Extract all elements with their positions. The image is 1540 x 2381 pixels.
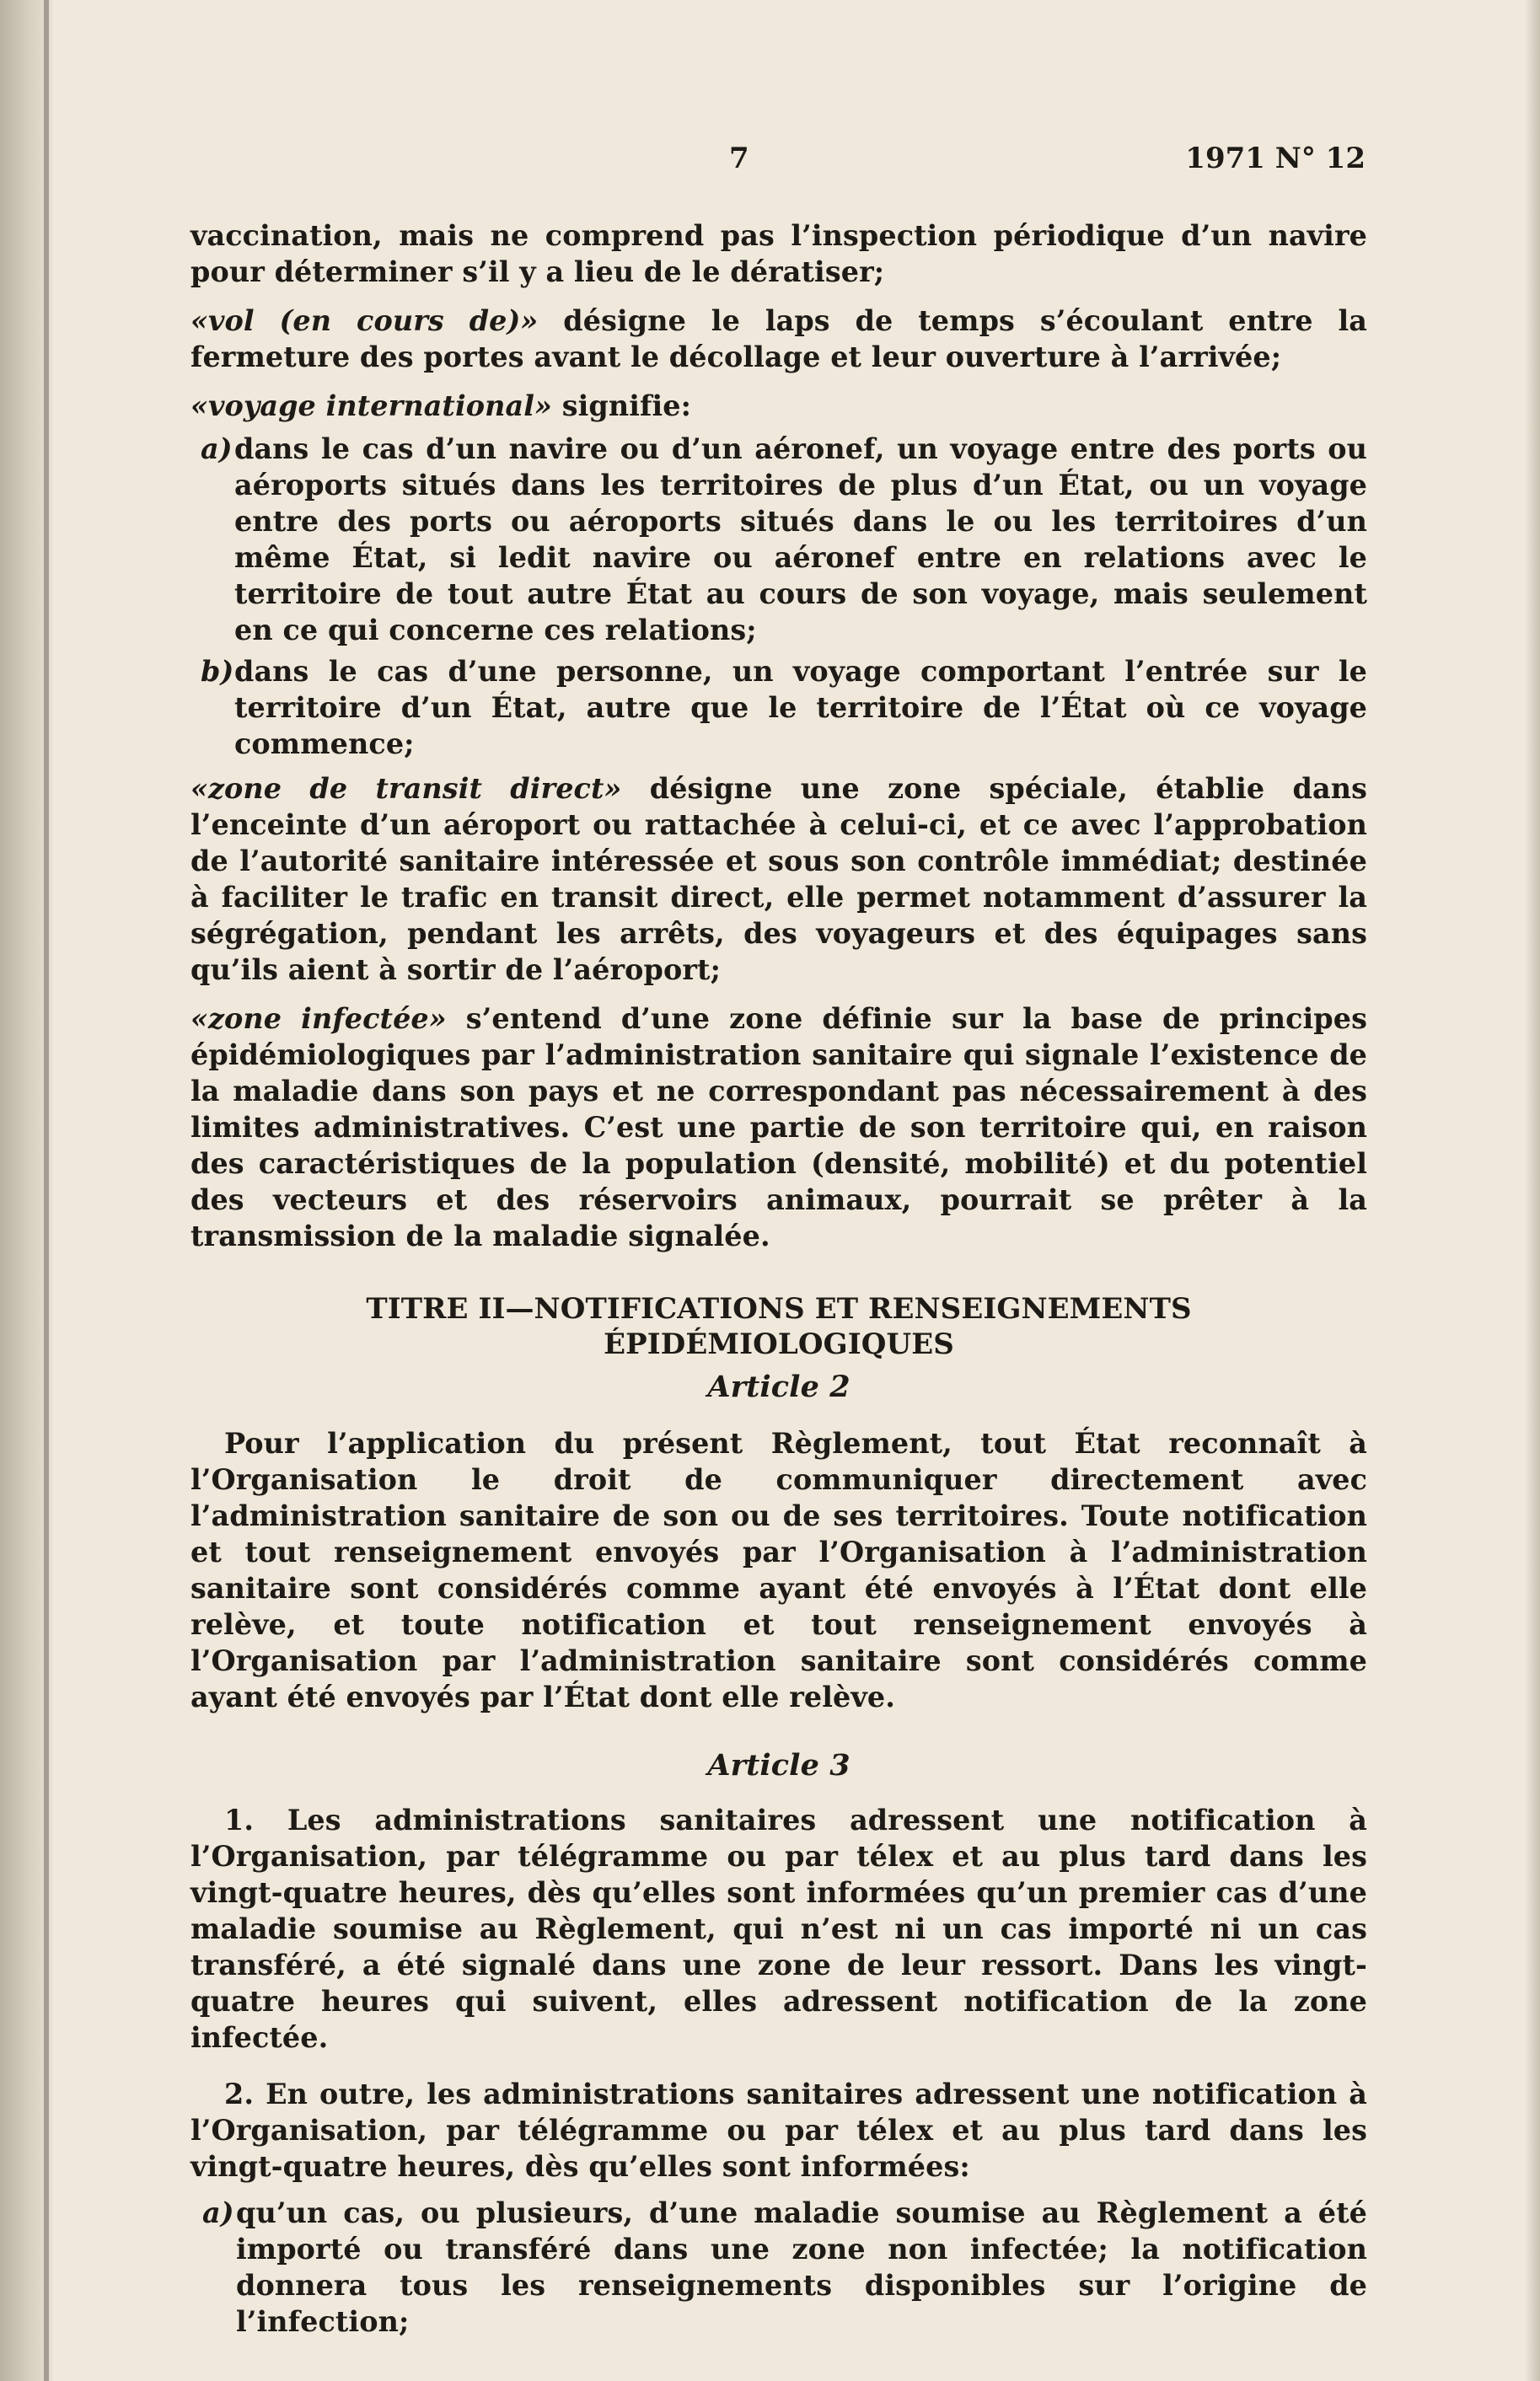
definition-text: s’entend d’une zone définie sur la base de principes épidémiologiques par l’administration sanitaire qui signale l’existence de la maladie dans son pays et ne correspondant pas nécessairement à des limites administratives. C’est une partie de son territoire qui, en raison des caractéristiques de la population (densité, mobilité) et du potentiel des vecteurs et des réservoirs animaux, pourrait se prêter à la transmission de la maladie signalée. bbox=[190, 1002, 1367, 1252]
definition-list bbox=[190, 431, 1367, 762]
article-2-text: Pour l’application du présent Règlement, tout État reconnaît à l’Organisation le droit de communiquer directement avec l’administration sanitaire de son ou de ses territoires. Toute notification et tout renseignement envoyés par l’Organisation à l’administration sanitaire sont considérés comme ayant été envoyés à l’État dont elle relève, et toute notification et tout renseignement envoyés à l’Organisation par l’administration sanitaire sont considérés comme ayant été envoyés par l’État dont elle relève. bbox=[190, 1427, 1367, 1713]
definition-zone-infectee bbox=[190, 1000, 1367, 1254]
paragraph-number: 1. bbox=[224, 1804, 255, 1837]
definition-continued bbox=[190, 217, 1367, 290]
list-item-text: qu’un cas, ou plusieurs, d’une maladie soumise au Règlement a été importé ou transféré dans une zone non infectée; la notification donnera tous les renseignements disponibles sur l’origine de l’infection; bbox=[236, 2196, 1367, 2338]
article-3-heading: Article 3 bbox=[707, 1748, 850, 1783]
article-3-list bbox=[190, 2195, 1367, 2340]
definition-voyage-international bbox=[190, 388, 1367, 424]
article-3-paragraph-2 bbox=[190, 2076, 1367, 2185]
paragraph-text: Les administrations sanitaires adressent une notification à l’Organisation, par télégramme ou par télex et au plus tard dans les vingt-quatre heures, dès qu’elles sont informées qu’un premier cas d’une maladie soumise au Règlement, qui n’est ni un cas importé ni un cas transféré, a été signalé dans une zone de leur ressort. Dans les vingt-quatre heures qui suivent, elles adressent notification de la zone infectée. bbox=[190, 1804, 1367, 2054]
definition-term: «vol (en cours de)» bbox=[190, 304, 539, 337]
definition-zone-transit bbox=[190, 770, 1367, 988]
definition-term: «zone infectée» bbox=[190, 1002, 447, 1035]
running-header bbox=[190, 142, 1366, 184]
definition-text: signifie: bbox=[551, 389, 692, 422]
page-number: 7 bbox=[729, 142, 749, 175]
definition-vol bbox=[190, 303, 1367, 375]
section-title-line: ÉPIDÉMIOLOGIQUES bbox=[604, 1327, 954, 1361]
definition-term: «zone de transit direct» bbox=[190, 772, 622, 805]
list-item: a) qu’un cas, ou plusieurs, d’une maladie soumise au Règlement a été importé ou transféré dans une zone non infectée; la notification donnera tous les renseignements disponibles sur l’origine de l’infection; bbox=[202, 2196, 1367, 2338]
article-2-heading: Article 2 bbox=[707, 1370, 850, 1404]
definition-text: vaccination, mais ne comprend pas l’inspection périodique d’un navire pour déterminer s’il y a lieu de le dératiser; bbox=[190, 219, 1367, 288]
definition-text: désigne le laps de temps s’écoulant entre la fermeture des portes avant le décollage et leur ouverture à l’arrivée; bbox=[190, 304, 1367, 373]
paragraph-number: 2. bbox=[224, 2078, 255, 2110]
body-text bbox=[190, 217, 1367, 2340]
definition-term: «voyage international» bbox=[190, 389, 552, 422]
article-3-paragraph-1 bbox=[190, 1802, 1367, 2056]
paragraph-text: En outre, les administrations sanitaires adressent une notification à l’Organisation, par télégramme ou par télex et au plus tard dans les vingt-quatre heures, dès qu’elles sont informées: bbox=[190, 2078, 1367, 2183]
list-item-text: dans le cas d’un navire ou d’un aéronef, un voyage entre des ports ou aéroports situés dans les territoires de plus d’un État, ou un voyage entre des ports ou aéroports situés dans le ou les territoires d’un même État, si ledit navire ou aéronef entre en relations avec le territoire de tout autre État au cours de son voyage, mais seulement en ce qui concerne ces relations; bbox=[234, 432, 1367, 646]
section-title bbox=[190, 1291, 1367, 1362]
section-title-line: TITRE II—NOTIFICATIONS ET RENSEIGNEMENTS bbox=[366, 1292, 1192, 1326]
list-item-text: dans le cas d’une personne, un voyage comportant l’entrée sur le territoire d’un État, autre que le territoire de l’État où ce voyage commence; bbox=[234, 655, 1367, 760]
definition-text: désigne une zone spéciale, établie dans l’enceinte d’un aéroport ou rattachée à celui-ci, et ce avec l’approbation de l’autorité sanitaire intéressée et sous son contrôle immédiat; destinée à faciliter le trafic en transit direct, elle permet notamment d’assurer la ségrégation, pendant les arrêts, des voyageurs et des équipages sans qu’ils aient à sortir de l’aéroport; bbox=[190, 772, 1367, 986]
list-item: b) dans le cas d’une personne, un voyage comportant l’entrée sur le territoire d’un État, autre que le territoire de l’État où ce voyage commence; bbox=[201, 655, 1367, 760]
list-item: a) dans le cas d’un navire ou d’un aéronef, un voyage entre des ports ou aéroports situés dans les territoires de plus d’un État, ou un voyage entre des ports ou aéroports situés dans le ou les territoires d’un même État, si ledit navire ou aéronef entre en relations avec le territoire de tout autre État au cours de son voyage, mais seulement en ce qui concerne ces relations; bbox=[201, 432, 1367, 646]
document-reference: 1971 N° 12 bbox=[1185, 142, 1366, 175]
